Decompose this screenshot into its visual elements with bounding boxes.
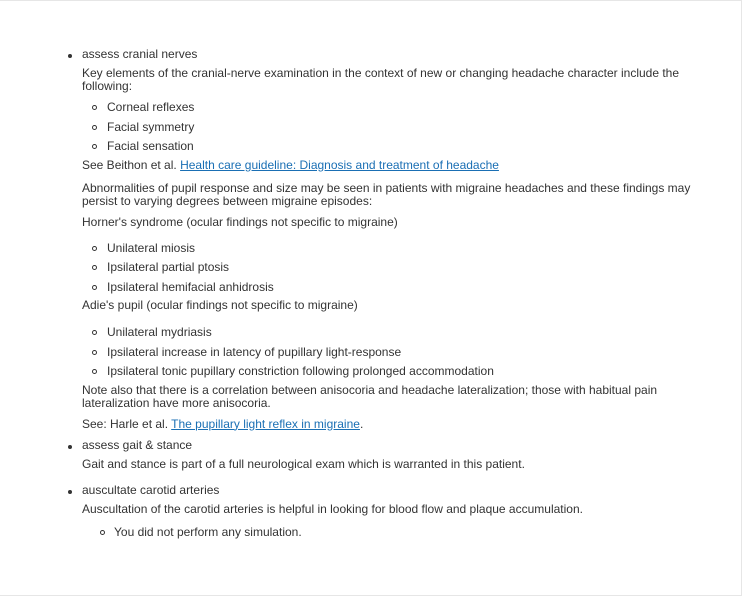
simulation-results-list xyxy=(82,525,712,539)
horner-findings-list xyxy=(82,241,712,294)
list-item-text: Facial symmetry xyxy=(107,119,195,134)
circle-bullet-icon xyxy=(92,350,97,355)
list-item-text: Ipsilateral partial ptosis xyxy=(107,260,230,274)
list-item xyxy=(82,280,712,294)
cranial-intro-text: Key elements of the cranial-nerve examination in the context of new or changing headache character include the following: xyxy=(82,66,680,93)
anisocoria-note: Note also that there is a correlation between anisocoria and headache lateralization; those with habitual pain lateralization have more anisocoria. xyxy=(82,382,658,410)
action-title: assess gait & stance xyxy=(82,437,193,452)
bullet-icon xyxy=(68,445,72,449)
action-item-cranial-nerves xyxy=(82,47,712,431)
cranial-elements-list xyxy=(82,100,712,153)
reference-prefix: See Beithon et al. xyxy=(82,157,181,172)
circle-bullet-icon xyxy=(92,285,97,290)
circle-bullet-icon xyxy=(92,125,97,130)
adie-pupil-heading: Adie's pupil (ocular findings not specific to migraine) xyxy=(82,298,358,312)
list-item xyxy=(82,120,712,134)
list-item-text: Facial sensation xyxy=(107,139,194,153)
reference-suffix: . xyxy=(359,416,364,431)
circle-bullet-icon xyxy=(92,369,97,374)
beithon-guideline-link[interactable]: Health care guideline: Diagnosis and treatment of headache xyxy=(180,157,499,172)
reference-prefix: See: Harle et al. xyxy=(82,416,172,431)
circle-bullet-icon xyxy=(100,530,105,535)
see-reference-harle xyxy=(82,418,712,431)
list-item-text: Ipsilateral tonic pupillary constriction following prolonged accommodation xyxy=(107,364,494,378)
list-item xyxy=(82,525,712,539)
gait-description: Gait and stance is part of a full neurological exam which is warranted in this patient. xyxy=(82,456,525,471)
adie-findings-list xyxy=(82,325,712,378)
circle-bullet-icon xyxy=(92,246,97,251)
list-item-text: Corneal reflexes xyxy=(107,100,195,114)
bottom-cutoff xyxy=(0,567,742,596)
list-item xyxy=(82,139,712,153)
action-item-gait-stance xyxy=(82,438,712,471)
circle-bullet-icon xyxy=(92,265,97,270)
list-item-text: Ipsilateral hemifacial anhidrosis xyxy=(107,279,274,294)
list-item-text: Ipsilateral increase in latency of pupillary light-response xyxy=(107,344,402,359)
carotid-description: Auscultation of the carotid arteries is helpful in looking for blood flow and plaque accumulation. xyxy=(82,501,583,516)
see-reference-beithon xyxy=(82,159,712,172)
list-item xyxy=(82,100,712,114)
list-item-text: Unilateral mydriasis xyxy=(107,325,212,339)
exam-actions-list xyxy=(82,47,712,539)
circle-bullet-icon xyxy=(92,144,97,149)
pupil-abnormalities-text: Abnormalities of pupil response and size may be seen in patients with migraine headaches and these findings may persist to varying degrees between migraine episodes: xyxy=(82,180,691,208)
action-item-carotid-arteries xyxy=(82,483,712,539)
action-title: assess cranial nerves xyxy=(82,47,198,61)
horner-syndrome-heading: Horner's syndrome (ocular findings not specific to migraine) xyxy=(82,214,398,229)
list-item xyxy=(82,260,712,274)
list-item xyxy=(82,241,712,255)
list-item xyxy=(82,345,712,359)
list-item xyxy=(82,364,712,378)
scroll-content[interactable] xyxy=(0,1,742,567)
harle-pupillary-link[interactable]: The pupillary light reflex in migraine xyxy=(171,416,360,431)
action-title: auscultate carotid arteries xyxy=(82,482,220,497)
list-item-text: Unilateral miosis xyxy=(107,240,196,255)
circle-bullet-icon xyxy=(92,330,97,335)
bullet-icon xyxy=(68,490,72,494)
circle-bullet-icon xyxy=(92,105,97,110)
bullet-icon xyxy=(68,54,72,58)
simulation-status-text: You did not perform any simulation. xyxy=(114,524,302,539)
list-item xyxy=(82,325,712,339)
